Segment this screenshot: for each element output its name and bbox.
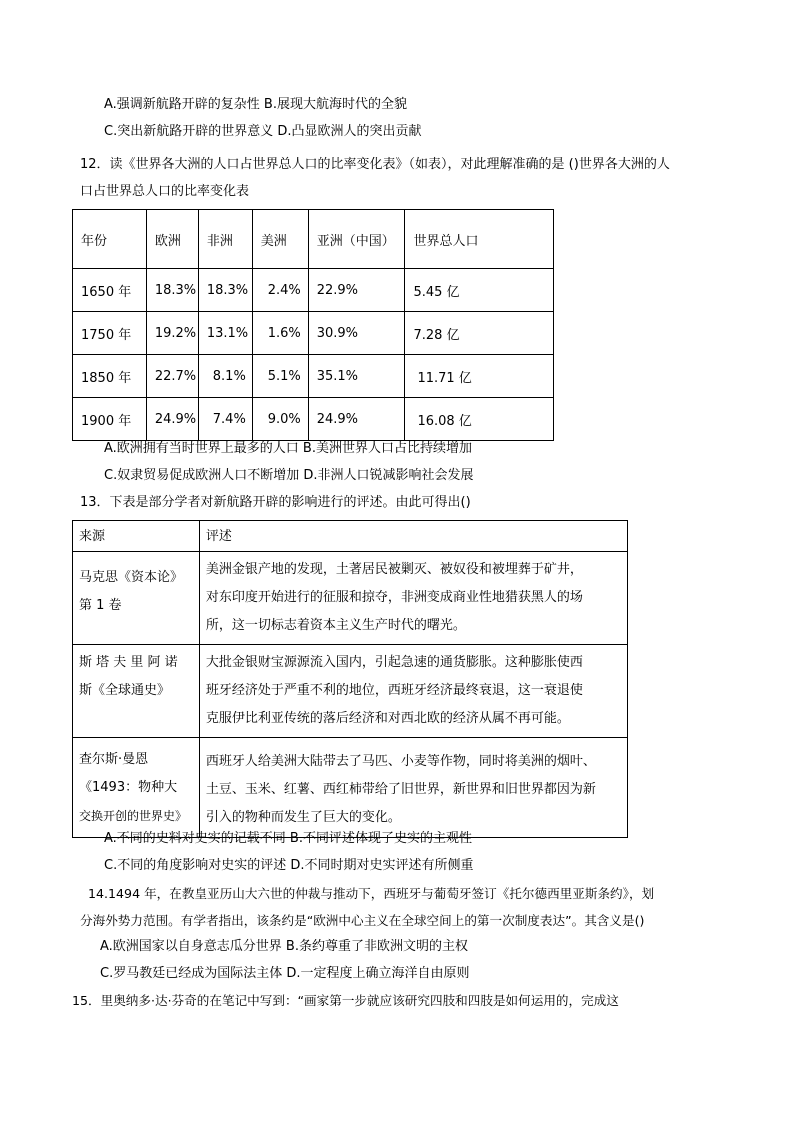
comment-line: 所，这一切标志着资本主义生产时代的曙光。 [205, 618, 466, 633]
source-line: 查尔斯·曼恩 [79, 752, 149, 767]
comment-line: 西班牙人给美洲大陆带去了马匹、小麦等作物，同时将美洲的烟叶、 [205, 754, 596, 769]
population-ratio-table [72, 209, 554, 441]
cell-europe: 19.2% [146, 312, 198, 355]
cell-africa: 18.3% [198, 269, 252, 312]
cell-world-total: 7.28 亿 [405, 312, 554, 355]
cell-europe: 24.9% [146, 398, 198, 441]
q12-option-ab: A.欧洲拥有当时世界上最多的人口 B.美洲世界人口占比持续增加 [104, 441, 472, 456]
cell-year: 1650 年 [73, 269, 147, 312]
q14-option-ab: A.欧洲国家以自身意志瓜分世界 B.条约尊重了非欧洲文明的主权 [100, 939, 468, 954]
cell-world-total: 5.45 亿 [405, 269, 554, 312]
cell-america: 2.4% [252, 269, 308, 312]
cell-source [73, 738, 200, 838]
cell-asia: 24.9% [308, 398, 405, 441]
table-row [73, 738, 628, 838]
cell-year: 1750 年 [73, 312, 147, 355]
table-row [73, 269, 554, 312]
q15-stem-line1: 15．里奥纳多·达·芬奇的在笔记中写到：“画家第一步就应该研究四肢和四肢是如何运用的，完成这 [72, 993, 619, 1008]
comment-line: 对东印度开始进行的征服和掠夺，非洲变成商业性地猎获黑人的场 [205, 590, 583, 605]
comment-line: 班牙经济处于严重不利的地位，西班牙经济最终衰退，这一衰退使 [205, 683, 583, 698]
header-comment: 评述 [199, 521, 627, 552]
cell-america: 1.6% [252, 312, 308, 355]
cell-world-total: 11.71 亿 [405, 355, 554, 398]
cell-source [73, 552, 200, 645]
q13-stem: 13．下表是部分学者对新航路开辟的影响进行的评述。由此可得出() [80, 495, 471, 510]
comment-line: 引入的物种而发生了巨大的变化。 [205, 810, 401, 825]
q14-stem-line1: 14.1494 年，在教皇亚历山大六世的仲裁与推动下，西班牙与葡萄牙签订《托尔德西里亚斯条约》，划 [88, 886, 655, 901]
source-line: 斯《全球通史》 [79, 683, 171, 698]
header-america: 美洲 [252, 210, 308, 269]
cell-year: 1850 年 [73, 355, 147, 398]
header-source: 来源 [73, 521, 200, 552]
cell-comment [199, 645, 627, 738]
cell-world-total: 16.08 亿 [405, 398, 554, 441]
cell-africa: 8.1% [198, 355, 252, 398]
header-world-total: 世界总人口 [405, 210, 554, 269]
q11-option-ab: A.强调新航路开辟的复杂性 B.展现大航海时代的全貌 [104, 97, 407, 112]
source-line: 《1493：物种大 [79, 780, 178, 795]
comment-line: 大批金银财宝源源流入国内，引起急速的通货膨胀。这种膨胀使西 [205, 655, 583, 670]
cell-europe: 18.3% [146, 269, 198, 312]
table-header-row [73, 521, 628, 552]
q13-option-cd: C.不同的角度影响对史实的评述 D.不同时期对史实评述有所侧重 [104, 858, 474, 873]
source-line: 斯 塔 夫 里 阿 诺 [79, 655, 178, 670]
table-header-row [73, 210, 554, 269]
cell-africa: 7.4% [198, 398, 252, 441]
comment-line: 土豆、玉米、红薯、西红柿带给了旧世界，新世界和旧世界都因为新 [205, 782, 596, 797]
table-row [73, 398, 554, 441]
cell-america: 5.1% [252, 355, 308, 398]
cell-asia: 35.1% [308, 355, 405, 398]
source-line: 第 1 卷 [79, 598, 122, 613]
cell-source [73, 645, 200, 738]
q12-stem-line1: 12．读《世界各大洲的人口占世界总人口的比率变化表》（如表），对此理解准确的是 ()世界各大洲的人 [80, 157, 670, 172]
header-africa: 非洲 [198, 210, 252, 269]
cell-asia: 30.9% [308, 312, 405, 355]
table-row [73, 355, 554, 398]
table-row [73, 645, 628, 738]
comment-line: 美洲金银产地的发现，土著居民被剿灭、被奴役和被埋葬于矿井， [205, 562, 583, 577]
source-line: 交换开创的世界史》 [79, 809, 188, 823]
q14-option-cd: C.罗马教廷已经成为国际法主体 D.一定程度上确立海洋自由原则 [100, 966, 470, 981]
q14-stem-line2: 分海外势力范围。有学者指出，该条约是“欧洲中心主义在全球空间上的第一次制度表达”。其含义是() [80, 913, 645, 928]
cell-europe: 22.7% [146, 355, 198, 398]
q11-option-cd: C.突出新航路开辟的世界意义 D.凸显欧洲人的突出贡献 [104, 124, 422, 139]
q12-option-cd: C.奴隶贸易促成欧洲人口不断增加 D.非洲人口锐减影响社会发展 [104, 468, 474, 483]
table-row [73, 552, 628, 645]
cell-year: 1900 年 [73, 398, 147, 441]
q12-stem-line2: 口占世界总人口的比率变化表 [80, 184, 250, 199]
historian-commentary-table [72, 520, 628, 838]
source-line: 马克思《资本论》 [79, 570, 184, 585]
header-asia: 亚洲（中国） [308, 210, 405, 269]
cell-africa: 13.1% [198, 312, 252, 355]
q13-option-ab: A.不同的史料对史实的记载不同 B.不同评述体现了史实的主观性 [104, 831, 472, 846]
cell-america: 9.0% [252, 398, 308, 441]
comment-line: 克服伊比利亚传统的落后经济和对西北欧的经济从属不再可能。 [205, 711, 570, 726]
cell-asia: 22.9% [308, 269, 405, 312]
table-row [73, 312, 554, 355]
header-year: 年份 [73, 210, 147, 269]
cell-comment [199, 552, 627, 645]
cell-comment [199, 738, 627, 838]
header-europe: 欧洲 [146, 210, 198, 269]
